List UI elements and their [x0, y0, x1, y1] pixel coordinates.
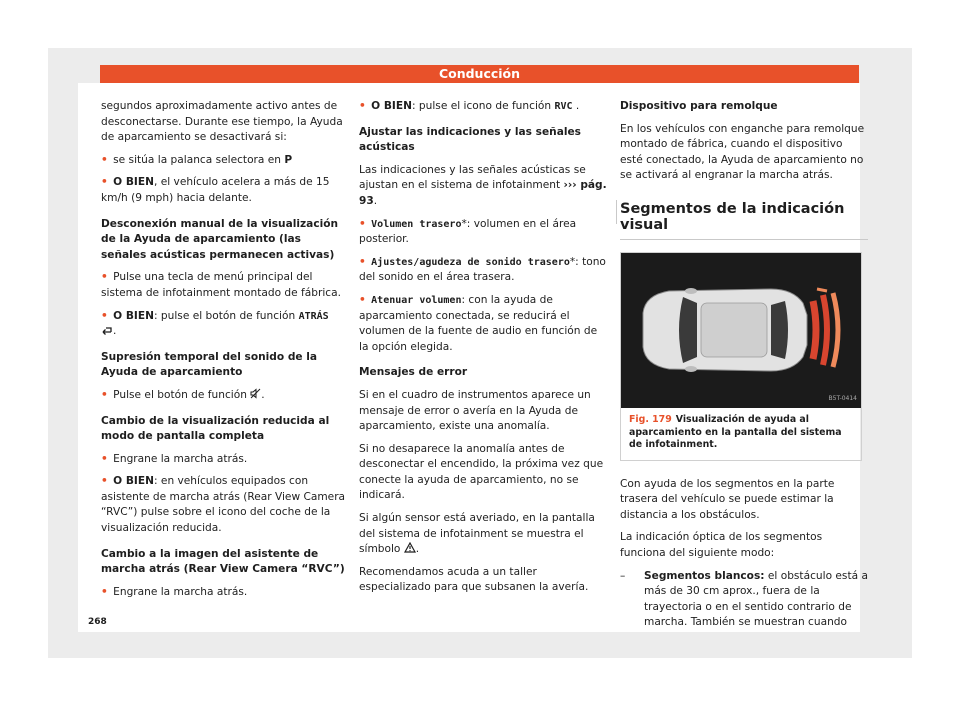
bullet-item: • O BIEN, el vehículo acelera a más de 15 km/h (9 mph) hacia delante. [101, 176, 330, 204]
image-code: B5T-0414 [828, 394, 857, 402]
bullet-item: • Ajustes/agudeza de sonido trasero*: tono del sonido en el área trasera. [359, 255, 606, 284]
menu-option-volumen-trasero: Volumen trasero [371, 218, 462, 230]
menu-option-ajustes-agudeza: Ajustes/agudeza de sonido trasero [371, 256, 570, 268]
paragraph: Con ayuda de los segmentos en la parte trasera del vehículo se puede estimar la distancia a los obstáculos. [620, 477, 835, 521]
dash-item: – Segmentos blancos: el obstáculo está a más de 30 cm aprox., fuera de la trayectoria o en el sentido contrario de marcha. También se muestran cuando [620, 569, 868, 629]
subheading: Ajustar las indicaciones y las señales acústicas [359, 125, 581, 154]
bullet-icon: • [359, 293, 366, 306]
bullet-icon: • [101, 271, 108, 284]
warning-triangle-icon [404, 542, 416, 553]
column-1 [101, 99, 349, 607]
section-title: Segmentos de la indicación visual [620, 202, 868, 240]
function-key-rvc: RVC [554, 101, 573, 112]
bullet-item: • Pulse una tecla de menú principal del sistema de infotainment montado de fábrica. [101, 271, 341, 299]
subheading: Dispositivo para remolque [620, 100, 778, 112]
paragraph: Si no desaparece la anomalía antes de desconectar el encendido, la próxima vez que conecte la ayuda de aparcamiento, no se indicará. [359, 442, 604, 502]
page-reference-link[interactable]: ››› pág. 93 [359, 179, 607, 207]
bullet-item: • Volumen trasero*: volumen en el área posterior. [359, 217, 577, 246]
bullet-icon: • [101, 452, 108, 465]
bullet-icon: • [101, 309, 108, 322]
bullet-icon: • [101, 153, 108, 166]
bullet-icon: • [359, 255, 366, 268]
return-arrow-icon [101, 326, 113, 335]
bullet-item: • O BIEN: pulse el icono de función RVC . [359, 100, 580, 112]
paragraph: La indicación óptica de los segmentos funciona del siguiente modo: [620, 531, 823, 560]
bullet-item: • Pulse el botón de función . [101, 388, 265, 401]
function-key-atras: ATRÁS [298, 310, 329, 322]
bullet-item: • Engrane la marcha atrás. [101, 585, 248, 598]
paragraph: Las indicaciones y las señales acústicas se ajustan en el sistema de infotainment ››› pág. 93. [359, 163, 607, 207]
subheading: Cambio a la imagen del asistente de marcha atrás (Rear View Camera “RVC”) [101, 547, 345, 576]
figure [620, 252, 862, 461]
figure-caption: Fig. 179 Visualización de ayuda al aparcamiento en la pantalla del sistema de infotainment. [629, 414, 842, 451]
menu-option-atenuar-volumen: Atenuar volumen [371, 294, 462, 306]
bullet-icon: • [101, 176, 108, 189]
subheading: Supresión temporal del sonido de la Ayuda de aparcamiento [101, 350, 318, 379]
page-number: 268 [88, 617, 107, 627]
bullet-icon: • [101, 388, 108, 401]
bullet-icon: • [359, 217, 366, 230]
car-top-view-illustration [621, 253, 861, 408]
paragraph: Si algún sensor está averiado, en la pantalla del sistema de infotainment se muestra el símbolo . [359, 512, 595, 556]
bullet-icon: • [101, 585, 108, 598]
figure-label: Fig. 179 [629, 414, 672, 426]
bullet-item: • Engrane la marcha atrás. [101, 452, 248, 465]
bullet-item: • se sitúa la palanca selectora en P [101, 153, 293, 166]
paragraph: segundos aproximadamente activo antes de desconectarse. Durante ese tiempo, la Ayuda de aparcamiento se desactivará si: [101, 100, 343, 144]
bullet-item: • O BIEN: pulse el botón de función ATRÁS . [101, 309, 329, 338]
bullet-item: • Atenuar volumen: con la ayuda de aparcamiento conectada, se reducirá el volumen de la fuente de audio en función de la opción elegida. [359, 293, 598, 353]
page-header: Conducción [100, 65, 859, 83]
column-2 [359, 99, 607, 603]
column-3 [620, 99, 868, 638]
subheading: Cambio de la visualización reducida al modo de pantalla completa [101, 414, 330, 443]
speaker-mute-icon [250, 388, 261, 399]
subheading: Mensajes de error [359, 366, 468, 379]
subheading: Desconexión manual de la visualización de la Ayuda de aparcamiento (las señales acústicas permanecen activas) [101, 217, 339, 261]
bullet-item: • O BIEN: en vehículos equipados con asistente de marcha atrás (Rear View Camera “RVC”) pulse sobre el icono del coche de la visualización reducida. [101, 475, 346, 535]
paragraph: En los vehículos con enganche para remolque montado de fábrica, cuando el dispositivo esté conectado, la Ayuda de aparcamiento no se activará al engranar la marcha atrás. [620, 122, 865, 182]
paragraph: Recomendamos acuda a un taller especializado para que subsanen la avería. [359, 565, 589, 594]
bullet-icon: • [359, 100, 366, 112]
bullet-icon: • [101, 475, 108, 488]
paragraph: Si en el cuadro de instrumentos aparece un mensaje de error o avería en la Ayuda de aparcamiento, existe una anomalía. [359, 388, 591, 433]
parking-display-image [621, 253, 861, 408]
